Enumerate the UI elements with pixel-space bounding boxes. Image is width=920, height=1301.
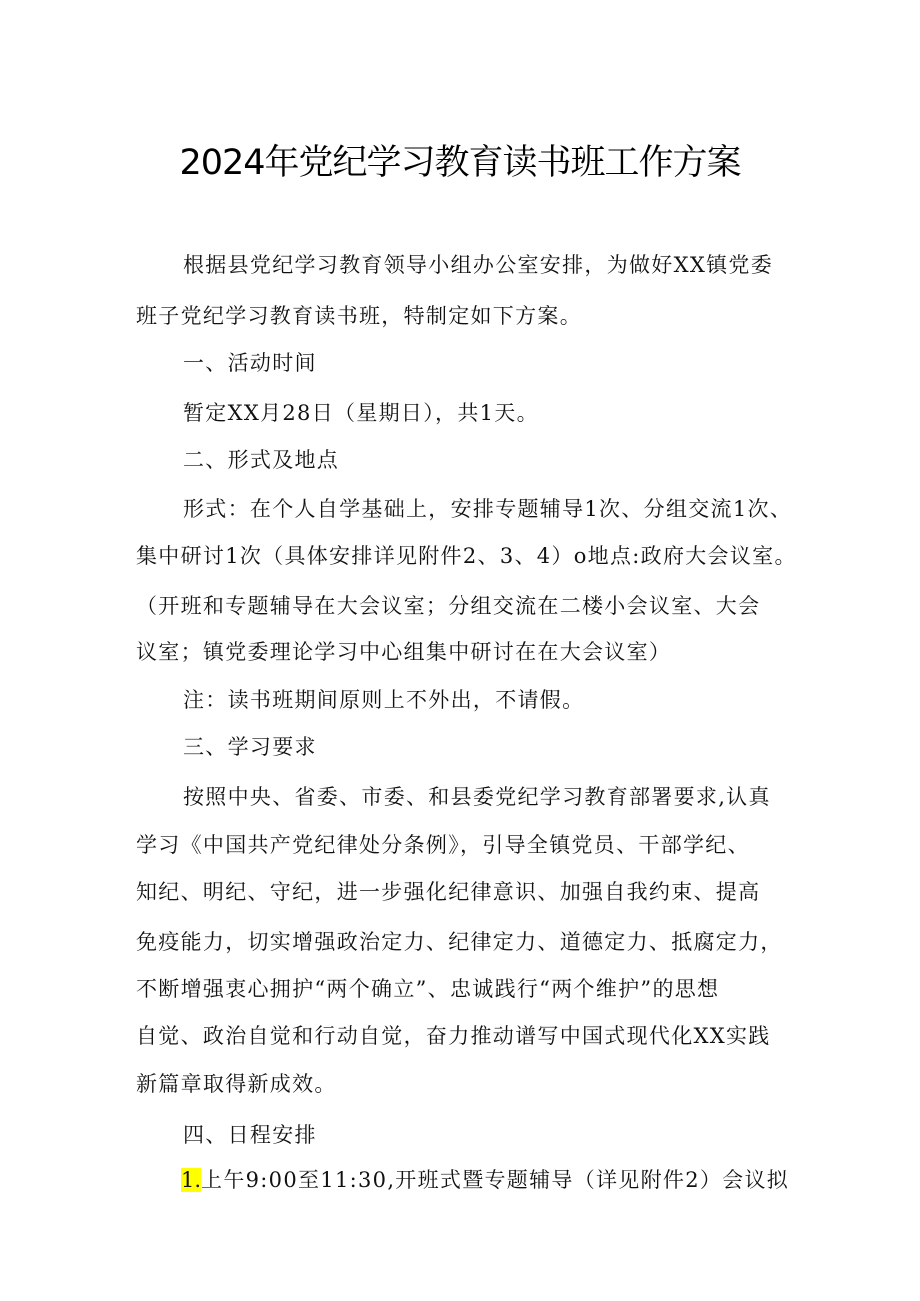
note-line: 注：读书班期间原则上不外出，不请假。 bbox=[183, 688, 585, 712]
requirements-line-4: 免疫能力，切实增强政治定力、纪律定力、道德定力、抵腐定力， bbox=[136, 930, 783, 954]
section-heading-location: 二、形式及地点 bbox=[183, 448, 340, 472]
intro-line-1: 根据县党纪学习教育领导小组办公室安排，为做好XX镇党委 bbox=[183, 253, 773, 277]
highlighted-item-number: 1. bbox=[181, 1168, 202, 1192]
time-paragraph: 暂定XX月28日（星期日），共1天。 bbox=[183, 401, 539, 425]
schedule-item-1-text: 上午9:00至11:30,开班式暨专题辅导（详见附件2）会议拟 bbox=[201, 1168, 790, 1192]
location-line-4: 议室；镇党委理论学习中心组集中研讨在在大会议室） bbox=[136, 640, 672, 664]
intro-line-2: 班子党纪学习教育读书班，特制定如下方案。 bbox=[136, 304, 582, 328]
location-line-2: 集中研讨1次（具体安排详见附件2、3、4）o地点:政府大会议室。 bbox=[136, 544, 797, 568]
schedule-item-1 bbox=[181, 1162, 789, 1198]
section-heading-schedule: 四、日程安排 bbox=[183, 1123, 317, 1147]
page-title: 2024年党纪学习教育读书班工作方案 bbox=[179, 143, 741, 183]
requirements-line-6: 自觉、政治自觉和行动自觉，奋力推动谱写中国式现代化XX实践 bbox=[136, 1024, 771, 1048]
section-heading-time: 一、活动时间 bbox=[183, 351, 317, 375]
requirements-line-3: 知纪、明纪、守纪，进一步强化纪律意识、加强自我约束、提高 bbox=[136, 880, 761, 904]
location-line-3: （开班和专题辅导在大会议室；分组交流在二楼小会议室、大会 bbox=[136, 594, 761, 618]
requirements-line-5: 不断增强衷心拥护“两个确立”、忠诚践行“两个维护”的思想 bbox=[136, 977, 720, 1001]
section-heading-requirements: 三、学习要求 bbox=[183, 735, 317, 759]
requirements-line-1: 按照中央、省委、市委、和县委党纪学习教育部署要求,认真 bbox=[183, 785, 771, 809]
requirements-line-7: 新篇章取得新成效。 bbox=[136, 1072, 337, 1096]
requirements-line-2: 学习《中国共产党纪律处分条例》，引导全镇党员、干部学纪、 bbox=[136, 833, 750, 857]
location-line-1: 形式：在个人自学基础上，安排专题辅导1次、分组交流1次、 bbox=[183, 497, 793, 521]
